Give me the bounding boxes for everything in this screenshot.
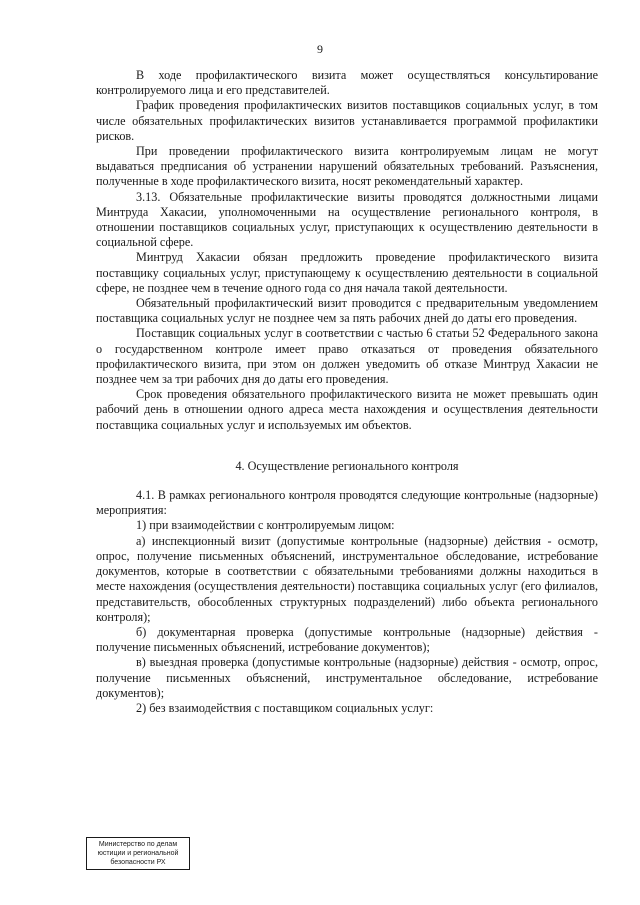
paragraph: При проведении профилактического визита контролируемым лицам не могут выдаваться предписания об устранении нарушений обязательных требований. Разъяснения, полученные в ходе профилактического визита, носят рекомендательный характер. xyxy=(96,144,598,189)
document-body xyxy=(96,68,598,716)
paragraph: График проведения профилактических визитов поставщиков социальных услуг, в том числе обязательных профилактических визитов устанавливается программой профилактики рисков. xyxy=(96,98,598,143)
section-heading: 4. Осуществление регионального контроля xyxy=(235,458,459,473)
section-paragraph: б) документарная проверка (допустимые контрольные (надзорные) действия - получение письменных объяснений, истребование документов); xyxy=(96,624,598,655)
paragraph: Поставщик социальных услуг в соответствии с частью 6 статьи 52 Федерального закона о государственном контроле имеет право отказаться от проведения обязательного профилактического визита, при этом он должен уведомить об отказе Минтруд Хакасии не позднее чем за три рабочих дня до даты его проведения. xyxy=(96,326,598,387)
section-paragraph: а) инспекционный визит (допустимые контрольные (надзорные) действия - осмотр, опрос, получение письменных объяснений, инструментальное обследование, истребование документов, которые в соответствии с обязательными требованиями должны находиться в месте нахождения (осуществления деятельности) поставщика социальных услуг (его филиалов, представительств, обособленных структурных подразделений) либо объекта регионального контроля); xyxy=(96,533,598,624)
section-paragraph: 1) при взаимодействии с контролируемым лицом: xyxy=(136,518,395,533)
page-number: 9 xyxy=(317,42,323,56)
section-paragraph: 4.1. В рамках регионального контроля проводятся следующие контрольные (надзорные) мероприятия: xyxy=(96,488,598,518)
stamp-line: юстиции и региональной xyxy=(97,850,179,857)
paragraph: Срок проведения обязательного профилактического визита не может превышать один рабочий день в отношении одного адреса места нахождения и осуществления деятельности поставщика социальных услуг и используемых им объектов. xyxy=(96,387,598,432)
paragraph: 3.13. Обязательные профилактические визиты проводятся должностными лицами Минтруда Хакасии, уполномоченными на осуществление регионального контроля, в отношении поставщиков социальных услуг, приступающих к осуществлению деятельности в социальной сфере. xyxy=(96,189,598,250)
paragraph: Минтруд Хакасии обязан предложить проведение профилактического визита поставщику социальных услуг, приступающему к осуществлению деятельности в социальной сфере, не позднее чем в течение одного года со дня начала такой деятельности. xyxy=(96,250,598,295)
registration-stamp xyxy=(86,837,190,870)
stamp-line: Министерство по делам xyxy=(98,841,178,848)
section-paragraph: в) выездная проверка (допустимые контрольные (надзорные) действия - осмотр, опрос, получение письменных объяснений, инструментальное обследование, истребование документов); xyxy=(96,655,598,700)
paragraph: Обязательный профилактический визит проводится с предварительным уведомлением поставщика социальных услуг не позднее чем за пять рабочих дней до даты его проведения. xyxy=(96,296,598,326)
section-paragraph: 2) без взаимодействия с поставщиком социальных услуг: xyxy=(136,700,434,715)
paragraph: В ходе профилактического визита может осуществляться консультирование контролируемого лица и его представителей. xyxy=(96,68,598,98)
stamp-line: безопасности РХ xyxy=(110,859,166,866)
